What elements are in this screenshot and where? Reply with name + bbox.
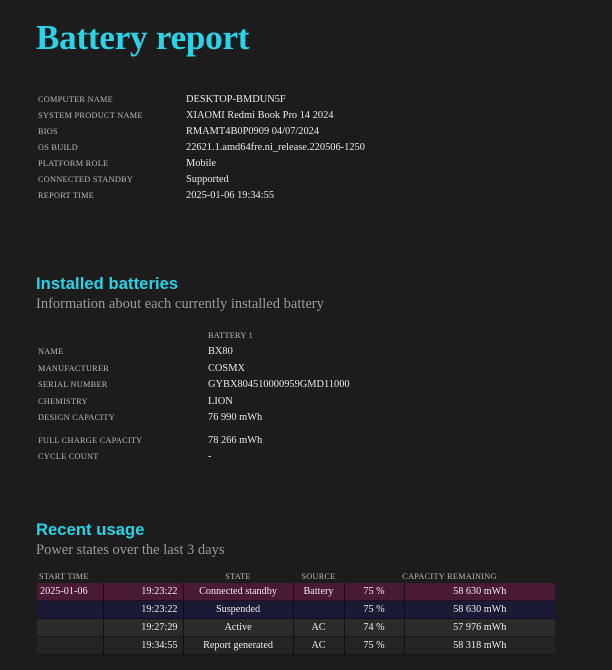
usage-date [37, 637, 103, 655]
system-info-label: BIOS [38, 126, 58, 136]
system-info-label: REPORT TIME [38, 190, 95, 200]
usage-time: 19:34:55 [103, 637, 183, 655]
battery-info-value: 76 990 mWh [208, 412, 263, 424]
table-header-row [37, 569, 555, 583]
usage-time: 19:23:22 [103, 583, 183, 601]
system-info-table [38, 91, 365, 203]
table-row [38, 449, 350, 466]
installed-batteries-block [38, 327, 578, 465]
battery-info-label: NAME [38, 347, 64, 357]
usage-percent: 74 % [344, 619, 404, 637]
recent-usage-table [37, 569, 555, 655]
battery-info-label: CHEMISTRY [38, 396, 88, 406]
usage-percent: 75 % [344, 583, 404, 601]
battery-info-value: COSMX [208, 362, 245, 374]
usage-capacity: 58 630 mWh [404, 583, 555, 601]
system-info-label: PLATFORM ROLE [38, 158, 109, 168]
table-row [38, 360, 350, 377]
system-info-label: COMPUTER NAME [38, 94, 113, 104]
battery-info-label: CYCLE COUNT [38, 452, 99, 462]
battery-info-value: BX80 [208, 346, 233, 358]
table-row [37, 637, 555, 655]
table-row [38, 155, 365, 171]
battery-info-value: 78 266 mWh [208, 434, 263, 446]
system-info-block [38, 91, 578, 203]
battery-info-value: GYBX804510000959GMD11000 [208, 379, 350, 391]
system-info-value: 22621.1.amd64fre.ni_release.220506-1250 [186, 141, 365, 153]
installed-batteries-subheading: Information about each currently installed battery [36, 296, 324, 312]
battery-info-label: MANUFACTURER [38, 363, 110, 373]
usage-capacity: 58 630 mWh [404, 601, 555, 619]
usage-capacity: 58 318 mWh [404, 637, 555, 655]
table-row [38, 107, 365, 123]
table-row [38, 410, 350, 427]
battery-info-table [38, 327, 350, 465]
system-info-value: 2025-01-06 19:34:55 [186, 189, 275, 201]
table-row [38, 327, 350, 344]
table-row [38, 393, 350, 410]
column-header-source: SOURCE [301, 571, 336, 581]
table-row [37, 619, 555, 637]
battery-info-label: DESIGN CAPACITY [38, 413, 115, 423]
system-info-value: Mobile [186, 157, 217, 169]
system-info-body [38, 91, 365, 203]
usage-date [37, 619, 103, 637]
usage-state: Active [183, 619, 293, 637]
recent-usage-subheading: Power states over the last 3 days [36, 542, 225, 558]
battery-info-body [38, 327, 350, 465]
battery-info-label: SERIAL NUMBER [38, 380, 108, 390]
usage-percent: 75 % [344, 637, 404, 655]
system-info-value: DESKTOP-BMDUN5F [186, 93, 286, 105]
column-header-start-time: START TIME [39, 571, 89, 581]
battery-info-value: LION [208, 395, 233, 407]
recent-usage-head [37, 569, 555, 583]
table-row [38, 139, 365, 155]
usage-source: AC [293, 637, 344, 655]
table-row [38, 123, 365, 139]
table-row [38, 171, 365, 187]
table-row [38, 187, 365, 203]
system-info-value: Supported [186, 173, 229, 185]
system-info-label: CONNECTED STANDBY [38, 174, 134, 184]
usage-percent: 75 % [344, 601, 404, 619]
installed-batteries-heading: Installed batteries [36, 275, 179, 293]
usage-state: Suspended [183, 601, 293, 619]
usage-state: Connected standby [183, 583, 293, 601]
column-header-capacity-remaining: CAPACITY REMAINING [402, 571, 497, 581]
table-row [38, 377, 350, 394]
system-info-value: RMAMT4B0P0909 04/07/2024 [186, 125, 320, 137]
table-row [38, 91, 365, 107]
system-info-label: OS BUILD [38, 142, 79, 152]
usage-time: 19:27:29 [103, 619, 183, 637]
usage-source: AC [293, 619, 344, 637]
usage-date: 2025-01-06 [37, 583, 103, 601]
system-info-label: SYSTEM PRODUCT NAME [38, 110, 143, 120]
usage-capacity: 57 976 mWh [404, 619, 555, 637]
usage-time: 19:23:22 [103, 601, 183, 619]
usage-state: Report generated [183, 637, 293, 655]
recent-usage-block [37, 569, 555, 655]
battery-info-label: FULL CHARGE CAPACITY [38, 435, 143, 445]
recent-usage-body [37, 583, 555, 655]
table-row [37, 583, 555, 601]
page-title: Battery report [36, 18, 250, 57]
battery-info-blank-label [38, 327, 208, 344]
table-row [38, 432, 350, 449]
usage-source: Battery [293, 583, 344, 601]
system-info-value: XIAOMI Redmi Book Pro 14 2024 [186, 109, 334, 121]
recent-usage-heading: Recent usage [36, 521, 145, 539]
table-row [38, 344, 350, 361]
usage-date [37, 601, 103, 619]
usage-source [293, 601, 344, 619]
battery-info-value: - [208, 451, 212, 463]
column-header-state: STATE [225, 571, 251, 581]
table-row [37, 601, 555, 619]
battery-column-header: BATTERY 1 [208, 330, 254, 340]
